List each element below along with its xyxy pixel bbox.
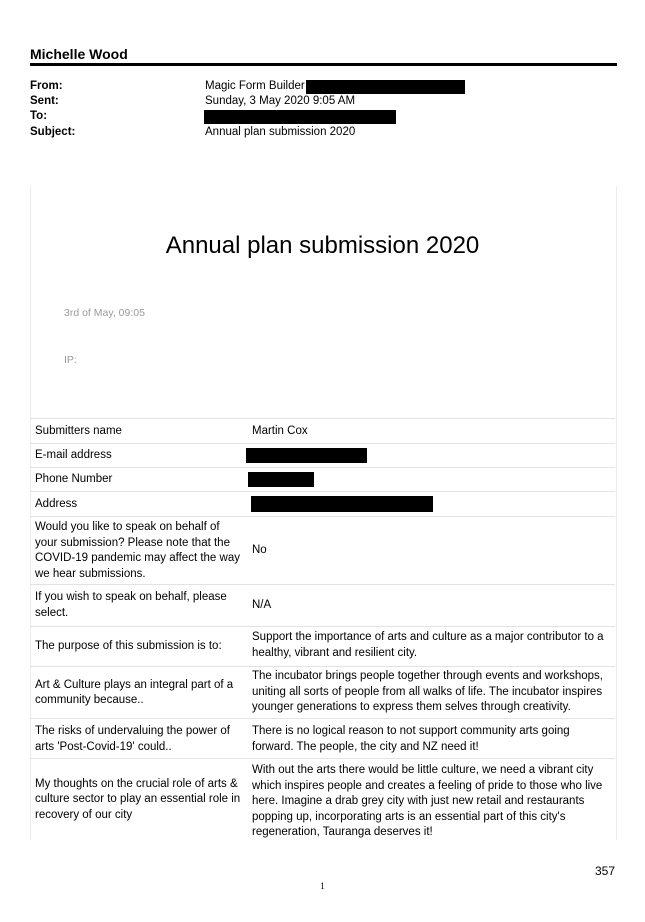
question-label: My thoughts on the crucial role of arts & culture sector to play an essential role in recovery of our city [35,777,241,821]
subject-label: Subject: [30,126,76,138]
answer-value: Martin Cox [252,425,308,437]
question-label: Submitters name [35,425,122,437]
question-label: E-mail address [35,449,112,461]
redaction-email [246,448,367,463]
table-row [30,443,615,467]
question-label: Phone Number [35,473,113,485]
answer-value: There is no logical reason to not support community arts going forward. The people, the city and NZ need it! [252,725,570,753]
redaction-to-address [204,110,396,124]
table-row [30,491,615,516]
question-label: Art & Culture plays an integral part of a community because.. [35,678,234,706]
table-row [30,516,615,584]
sent-value: Sunday, 3 May 2020 9:05 AM [205,95,356,107]
table-row [30,758,615,840]
answer-value: No [252,544,267,557]
submission-timestamp: 3rd of May, 09:05 [64,307,145,319]
answer-value: The incubator brings people together through events and workshops, uniting all sorts of people from all walks of life. The incubator inspires younger generations to express them selves through creativity. [252,670,603,713]
sent-label: Sent: [30,95,59,107]
redaction-phone [248,472,314,487]
table-row [30,626,615,666]
from-value: Magic Form Builder [205,80,305,92]
document-number: 357 [594,864,615,878]
table-row [30,418,615,443]
subject-value: Annual plan submission 2020 [205,126,356,138]
header-divider [30,63,617,66]
question-label: If you wish to speak on behalf, please select. [35,591,227,619]
table-row [30,467,615,491]
table-row [30,666,615,718]
question-label: Would you like to speak on behalf of your submission? Please note that the COVID-19 pandemic may affect the way we hear submissions. [35,521,240,580]
page-number: 1 [320,881,325,891]
question-label: Address [35,498,78,510]
from-label: From: [30,80,63,92]
table-row [30,584,615,626]
redaction-from-email [306,80,465,94]
answer-value: With out the arts there would be little culture, we need a vibrant city which inspires people and creates a feeling of pride to those who live here. Imagine a drab grey city with just new retail and restaurants popping up, incorporating arts is an essential part of this city's regeneration, Tauranga deserves it! [252,764,603,838]
answer-value: N/A [252,599,272,612]
question-label: The purpose of this submission is to: [35,640,222,653]
redaction-address [251,496,433,512]
form-title: Annual plan submission 2020 [165,232,480,259]
ip-label: IP: [64,354,77,366]
answer-value: Support the importance of arts and culture as a major contributor to a healthy, vibrant and resilient city. [252,631,604,659]
to-label: To: [30,110,48,122]
sender-name: Michelle Wood [30,46,128,62]
table-row [30,718,615,758]
question-label: The risks of undervaluing the power of arts 'Post-Covid-19' could.. [35,725,230,753]
